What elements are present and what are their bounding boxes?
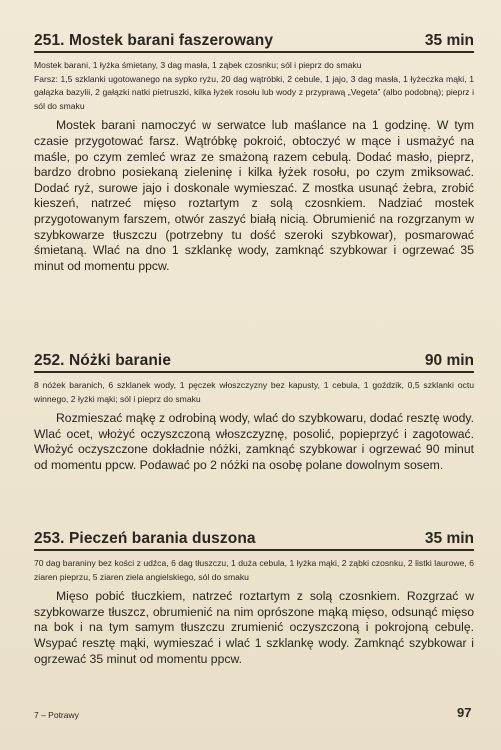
method-paragraph: Mięso pobić tłuczkiem, natrzeć roztartym z solą czosnkiem. Rozgrzać w szybkowarze tłuszcz, obrumienić na nim oprószone mąką mięso, odsunąć mięso na bok i na tym samym tłuszczu zrumienić oczyszczoną i pokrojoną cebulę. Wsypać resztę mąki, wymieszać i wlać 1 szklankę wody. Zamknąć szybkowar i ogrzewać 35 minut od momentu ppcw. — [34, 589, 474, 666]
ingredients-list — [34, 379, 474, 406]
ingredients-line: 8 nóżek baranich, 6 szklanek wody, 1 pęczek włoszczyzny bez kapusty, 1 cebula, 1 goździk, 0,5 szklanki octu winnego, 2 łyżki mąki; sól i pieprz do smaku — [34, 380, 474, 404]
recipe-header — [34, 530, 474, 551]
recipe-header — [34, 352, 474, 373]
ingredients-list — [34, 59, 474, 113]
recipe-time: 90 min — [424, 352, 474, 369]
method-paragraph: Mostek barani namoczyć w serwatce lub maślance na 1 godzinę. W tym czasie przygotować farsz. Wątróbkę pokroić, obtoczyć w mące i usmażyć na maśle, po czym zemleć wraz ze smażoną razem cebulą. Dodać masło, pieprz, bardzo drobno posiekaną zieleninę i kilka łyżek rosołu, po czym zmiksować. Dodać ryż, surowe jajo i doskonale wymieszać. Z mostka usunąć żebra, zrobić kieszeń, natrzeć mięso roztartym z solą czosnkiem. Nadziać mostek przygotowanym farszem, otwór zaszyć białą nicią. Obrumienić na rozgrzanym w szybkowarze tłuszczu (potrzebny tu dość szeroki szybkowar), posmarować śmietaną. Wlać na dno 1 szklankę wody, zamknąć szybkowar i ogrzewać 35 minut od momentu ppcw. — [34, 118, 474, 273]
page-number: 97 — [457, 705, 472, 720]
recipe-251 — [34, 32, 474, 274]
method-text — [34, 411, 474, 473]
recipe-252 — [34, 352, 474, 474]
method-text — [34, 118, 474, 274]
recipe-title: 251. Mostek barani faszerowany — [34, 32, 274, 49]
recipe-253 — [34, 530, 474, 667]
footer-section-label: 7 – Potrawy — [34, 710, 79, 720]
recipe-title: 252. Nóżki baranie — [34, 352, 172, 369]
ingredients-line: Farsz: 1,5 szklanki ugotowanego na sypko ryżu, 20 dag wątróbki, 2 cebule, 1 jajo, 3 dag masła, 1 łyżeczka mąki, 1 gałązka bazylii, 2 gałązki natki pietruszki, kilka łyżek rosołu lub wody z przyprawą „Vegeta” (albo podobną); pieprz i sól do smaku — [34, 73, 474, 111]
method-text — [34, 589, 474, 667]
recipe-title: 253. Pieczeń barania duszona — [34, 530, 256, 547]
recipe-header — [34, 32, 474, 53]
method-paragraph: Rozmieszać mąkę z odrobiną wody, wlać do szybkowaru, dodać resztę wody. Wlać ocet, włożyć oczyszczoną włoszczyznę, posolić, popieprzyć i zagotować. Włożyć oczyszczone dokładnie nóżki, zamknąć szybkowar i ogrzewać 90 minut od momentu ppcw. Podawać po 2 nóżki na osobę polane dowolnym sosem. — [34, 411, 474, 472]
recipe-time: 35 min — [424, 530, 474, 547]
ingredients-list — [34, 557, 474, 584]
ingredients-line: Mostek barani, 1 łyżka śmietany, 3 dag masła, 1 ząbek czosnku; sól i pieprz do smaku — [34, 60, 362, 70]
recipe-time: 35 min — [424, 32, 474, 49]
ingredients-line: 70 dag baraniny bez kości z udźca, 6 dag tłuszczu, 1 duża cebula, 1 łyżka mąki, 2 ząbki czosnku, 2 listki laurowe, 6 ziaren pieprzu, 5 ziaren ziela angielskiego, sól do smaku — [34, 558, 474, 582]
